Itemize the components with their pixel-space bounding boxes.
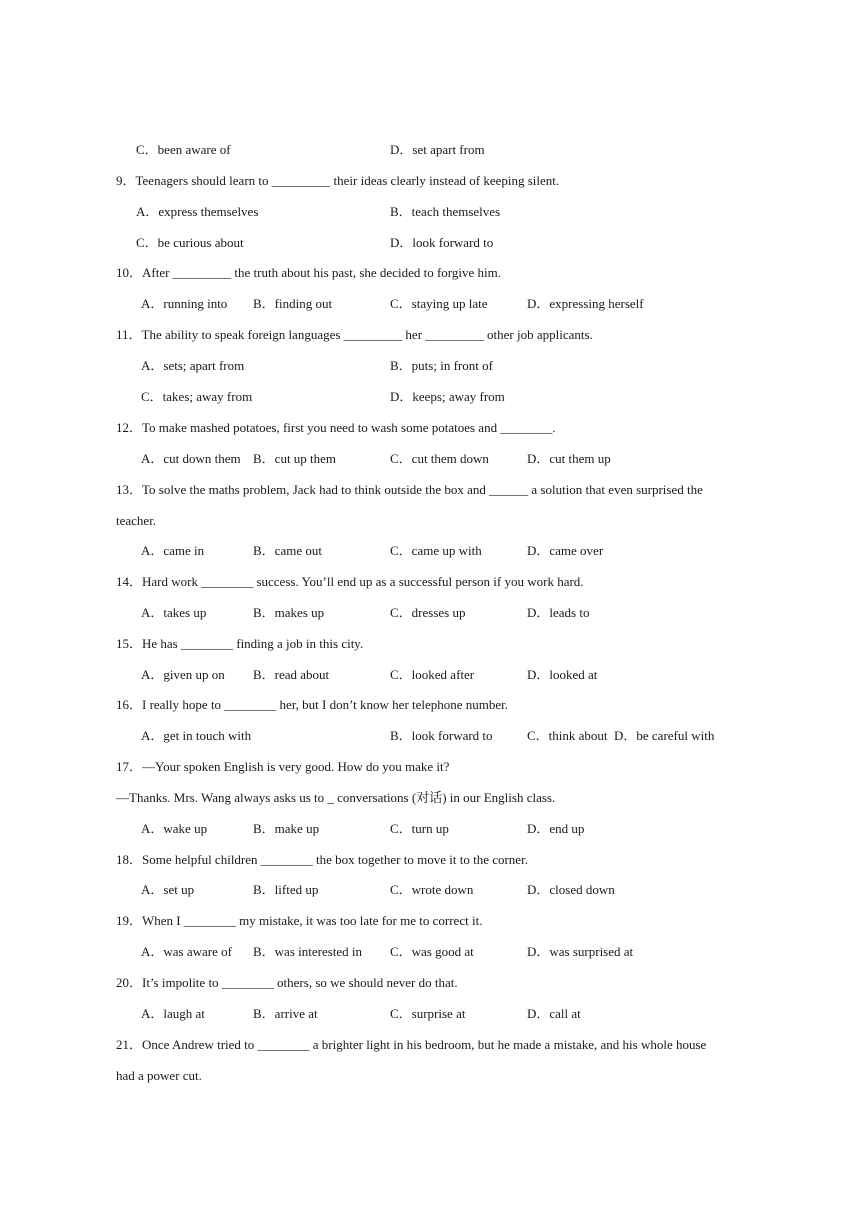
q12-option-a: A．cut down them <box>141 451 241 466</box>
q15-stem: 15．He has ________ finding a job in this city. <box>116 636 364 651</box>
q10-option-a: A．running into <box>141 296 228 311</box>
q11-option-b: B．puts; in front of <box>390 358 493 373</box>
q16-option-c: C．think about <box>527 728 608 743</box>
q16-option-b: B．look forward to <box>390 728 493 743</box>
q10-stem: 10．After _________ the truth about his past, she decided to forgive him. <box>116 265 501 280</box>
q15-option-c: C．looked after <box>390 667 475 682</box>
q13-stem-continued: teacher. <box>116 513 157 528</box>
q10-option-b: B．finding out <box>253 296 333 311</box>
q15-option-b: B．read about <box>253 667 330 682</box>
q17-stem-reply: —Thanks. Mrs. Wang always asks us to _ conversations (对话) in our English class. <box>116 790 556 805</box>
q10-option-c: C．staying up late <box>390 296 488 311</box>
q12-option-b: B．cut up them <box>253 451 337 466</box>
q8-option-c: C．been aware of <box>136 142 231 157</box>
q13-option-c: C．came up with <box>390 543 482 558</box>
q13-option-d: D．came over <box>527 543 604 558</box>
q12-option-d: D．cut them up <box>527 451 611 466</box>
q19-stem: 19．When I ________ my mistake, it was too late for me to correct it. <box>116 913 483 928</box>
q21-stem: 21．Once Andrew tried to ________ a brighter light in his bedroom, but he made a mistake, and his whole house <box>116 1037 707 1052</box>
q20-stem: 20．It’s impolite to ________ others, so we should never do that. <box>116 975 458 990</box>
q18-option-a: A．set up <box>141 882 195 897</box>
q17-option-b: B．make up <box>253 821 320 836</box>
q14-option-c: C．dresses up <box>390 605 466 620</box>
q11-option-d: D．keeps; away from <box>390 389 505 404</box>
q13-option-b: B．came out <box>253 543 322 558</box>
q9-option-c: C．be curious about <box>136 235 244 250</box>
q16-option-a: A．get in touch with <box>141 728 252 743</box>
q17-option-a: A．wake up <box>141 821 208 836</box>
q19-option-b: B．was interested in <box>253 944 363 959</box>
q9-option-a: A．express themselves <box>136 204 259 219</box>
q20-option-b: B．arrive at <box>253 1006 318 1021</box>
q8-option-d: D．set apart from <box>390 142 485 157</box>
q15-option-d: D．looked at <box>527 667 598 682</box>
q11-option-a: A．sets; apart from <box>141 358 245 373</box>
q14-option-a: A．takes up <box>141 605 207 620</box>
q10-option-d: D．expressing herself <box>527 296 644 311</box>
q18-option-b: B．lifted up <box>253 882 319 897</box>
q19-option-a: A．was aware of <box>141 944 232 959</box>
q9-option-b: B．teach themselves <box>390 204 501 219</box>
q17-option-c: C．turn up <box>390 821 449 836</box>
q13-option-a: A．came in <box>141 543 205 558</box>
q11-stem: 11．The ability to speak foreign languages _________ her _________ other job applicants. <box>116 327 593 342</box>
q16-stem: 16．I really hope to ________ her, but I don’t know her telephone number. <box>116 697 509 712</box>
q20-option-d: D．call at <box>527 1006 581 1021</box>
q21-stem-continued: had a power cut. <box>116 1068 202 1083</box>
q20-option-a: A．laugh at <box>141 1006 205 1021</box>
q12-stem: 12．To make mashed potatoes, first you need to wash some potatoes and ________. <box>116 420 556 435</box>
q18-option-c: C．wrote down <box>390 882 474 897</box>
q16-option-d: D．be careful with <box>614 728 715 743</box>
q17-stem: 17．—Your spoken English is very good. How do you make it? <box>116 759 450 774</box>
q14-option-d: D．leads to <box>527 605 590 620</box>
q20-option-c: C．surprise at <box>390 1006 466 1021</box>
q13-stem: 13．To solve the maths problem, Jack had to think outside the box and ______ a solution that even surprised the <box>116 482 703 497</box>
q18-stem: 18．Some helpful children ________ the box together to move it to the corner. <box>116 852 528 867</box>
q14-option-b: B．makes up <box>253 605 325 620</box>
q17-option-d: D．end up <box>527 821 585 836</box>
q19-option-d: D．was surprised at <box>527 944 634 959</box>
q12-option-c: C．cut them down <box>390 451 489 466</box>
q14-stem: 14．Hard work ________ success. You’ll end up as a successful person if you work hard. <box>116 574 584 589</box>
q19-option-c: C．was good at <box>390 944 474 959</box>
q11-option-c: C．takes; away from <box>141 389 253 404</box>
q18-option-d: D．closed down <box>527 882 615 897</box>
q15-option-a: A．given up on <box>141 667 225 682</box>
q9-stem: 9．Teenagers should learn to _________ their ideas clearly instead of keeping silent. <box>116 173 560 188</box>
q9-option-d: D．look forward to <box>390 235 494 250</box>
